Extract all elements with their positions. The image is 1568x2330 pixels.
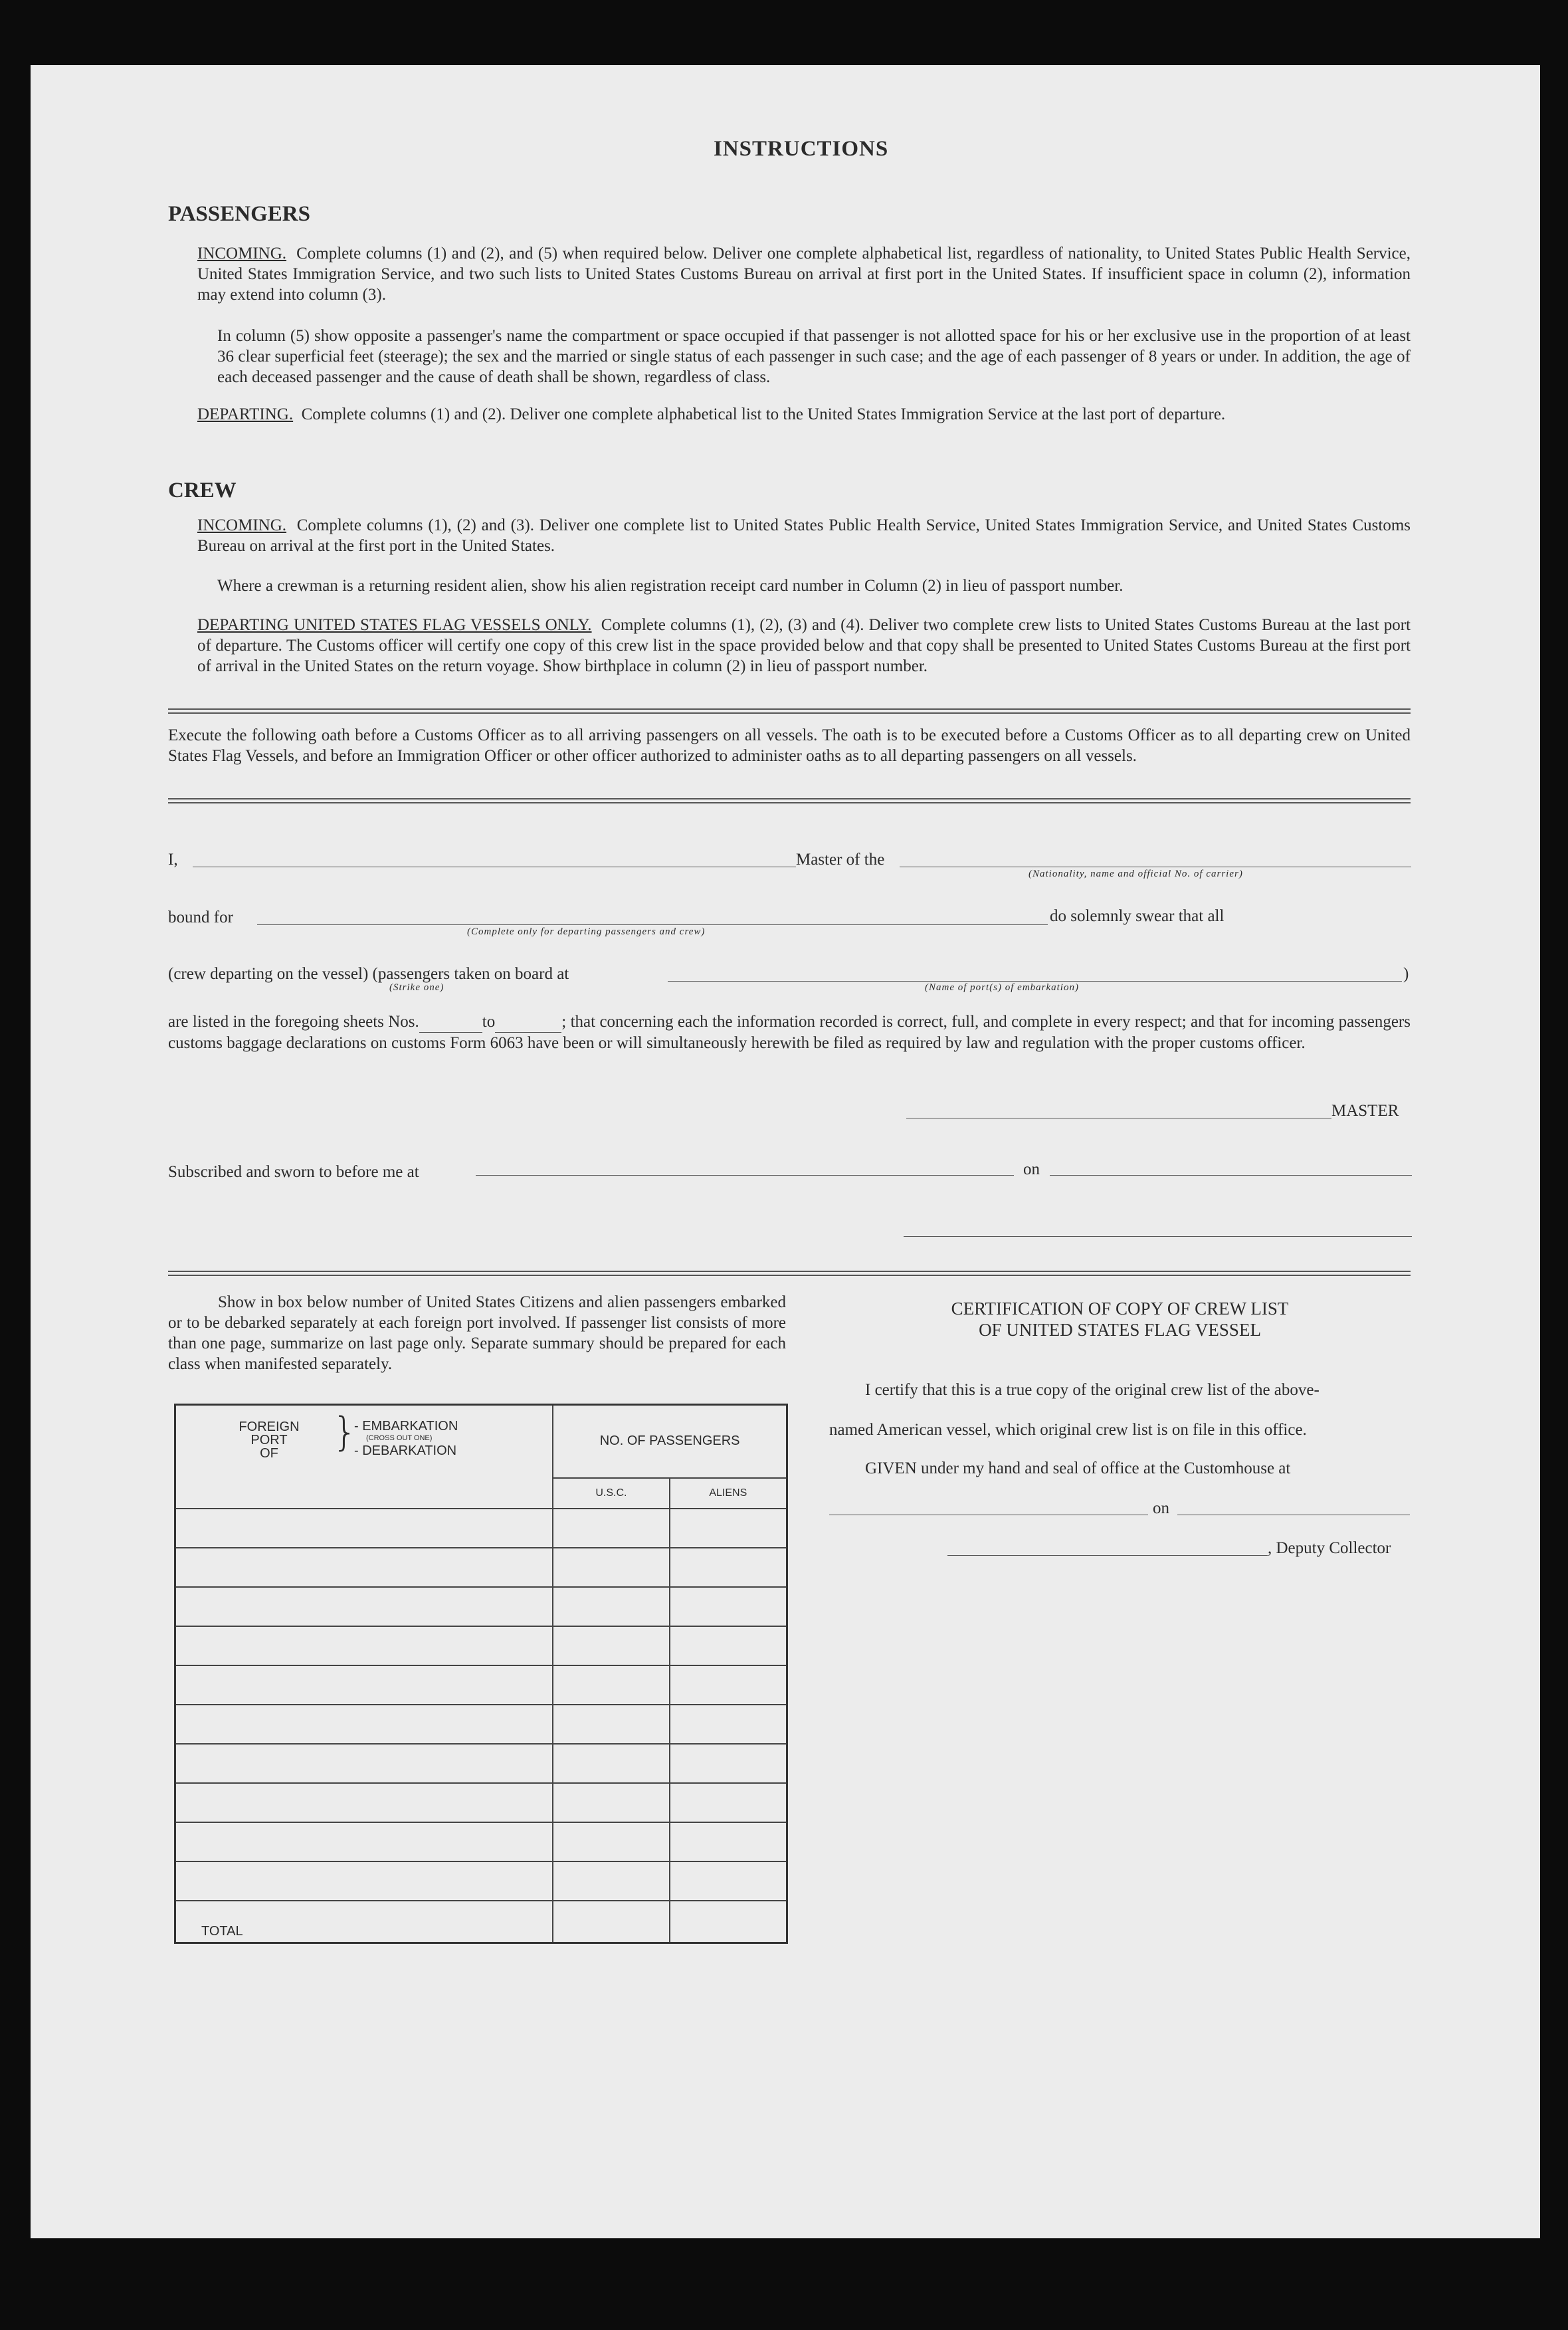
foreign-port-label <box>216 1420 322 1460</box>
table-row <box>175 1783 787 1822</box>
summary-instructions: Show in box below number of United States Citizens and alien passengers embarked or to be debarked separately at each foreign port involved. If passenger list consists of more than one page, summarize on last page only. Separate summary should be prepared for each class when manifested separately. <box>168 1293 786 1373</box>
passengers-departing-paragraph <box>197 404 1411 425</box>
certify-line-2: named American vessel, which original crew list is on file in this office. <box>829 1421 1307 1439</box>
crew-incoming-label: INCOMING. <box>197 516 287 534</box>
port-label: PORT <box>250 1433 288 1447</box>
usc-cell[interactable] <box>553 1744 669 1783</box>
certification-on-label: on <box>1153 1499 1169 1517</box>
divider <box>168 798 1411 803</box>
listed-paragraph <box>168 1011 1411 1053</box>
crew-departing-paragraph <box>197 615 1411 677</box>
embarkation-ports-field[interactable] <box>668 981 1402 982</box>
usc-cell[interactable] <box>553 1626 669 1665</box>
foreign-label: FOREIGN <box>239 1420 300 1434</box>
aliens-cell[interactable] <box>670 1744 787 1783</box>
ports-caption: (Name of port(s) of embarkation) <box>925 982 1079 993</box>
port-cell[interactable] <box>175 1509 553 1548</box>
passengers-column5-paragraph: In column (5) show opposite a passenger's name the compartment or space occupied if that passenger is not allotted space for his or her exclusive use in the proportion of at least 36 clear superficial feet (steerage); the sex and the married or single status of each passenger in such case; and the age of each passenger of 8 years or under. In addition, the age of each deceased passenger and the cause of death shall be shown, regardless of class. <box>217 327 1411 386</box>
table-row <box>175 1548 787 1587</box>
crew-resident-paragraph: Where a crewman is a returning resident alien, show his alien registration receipt card number in Column (2) in lieu of passport number. <box>217 577 1124 595</box>
sheet-from-field[interactable] <box>419 1011 482 1033</box>
passengers-departing-text: Complete columns (1) and (2). Deliver one complete alphabetical list to the United States Immigration Service at the last port of departure. <box>301 405 1226 423</box>
port-cell[interactable] <box>175 1548 553 1587</box>
listed-text-b: ; that concerning each the information recorded is correct, full, and complete in every respect; and that for incoming passengers customs baggage declarations on customs Form 6063 have been or will simultaneously herewith be filed as required by law and regulation with the proper customs officer. <box>168 1013 1411 1052</box>
sheet-to-field[interactable] <box>495 1011 561 1033</box>
close-paren: ) <box>1403 965 1409 983</box>
passengers-incoming-label: INCOMING. <box>197 245 287 263</box>
passengers-incoming-text: Complete columns (1) and (2), and (5) when required below. Deliver one complete alphabetical list, regardless of nationality, to United States Public Health Service, United States Immigration Service, and two such lists to United States Customs Bureau on arrival at first port in the United States. If insufficient space in column (2), information may extend into column (3). <box>197 245 1411 304</box>
passengers-departing-label: DEPARTING. <box>197 405 294 423</box>
port-header-cell <box>175 1405 553 1509</box>
port-cell[interactable] <box>175 1783 553 1822</box>
table-row <box>175 1587 787 1626</box>
table-row <box>175 1822 787 1861</box>
oath-i-label: I, <box>168 851 178 869</box>
listed-to: to <box>482 1013 496 1031</box>
deputy-signature-field[interactable] <box>947 1555 1268 1556</box>
crew-departing-strike: (crew departing on the vessel) (passengers taken on board at <box>168 965 569 983</box>
table-row <box>175 1626 787 1665</box>
total-label: TOTAL <box>175 1901 553 1943</box>
page-title: INSTRUCTIONS <box>714 137 889 161</box>
bound-for-label: bound for <box>168 908 233 926</box>
brace-icon: } <box>332 1409 358 1455</box>
aliens-cell[interactable] <box>670 1861 787 1901</box>
aliens-cell[interactable] <box>670 1509 787 1548</box>
total-row <box>175 1901 787 1943</box>
sworn-date-field[interactable] <box>1050 1175 1412 1176</box>
certification-title-line-1: CERTIFICATION OF COPY OF CREW LIST <box>951 1299 1289 1319</box>
aliens-cell[interactable] <box>670 1705 787 1744</box>
certify-line-1: I certify that this is a true copy of the original crew list of the above- <box>865 1381 1320 1399</box>
solemnly-swear-label: do solemnly swear that all <box>1050 907 1225 925</box>
strike-one-caption: (Strike one) <box>389 982 444 993</box>
port-cell[interactable] <box>175 1705 553 1744</box>
aliens-total-cell[interactable] <box>670 1901 787 1943</box>
aliens-cell[interactable] <box>670 1548 787 1587</box>
passengers-incoming-paragraph <box>197 243 1411 305</box>
deputy-collector-label: , Deputy Collector <box>1268 1539 1391 1557</box>
given-text: GIVEN under my hand and seal of office at the Customhouse at <box>865 1459 1291 1477</box>
usc-cell[interactable] <box>553 1587 669 1626</box>
embarkation-label: - EMBARKATION <box>354 1419 458 1433</box>
aliens-cell[interactable] <box>670 1665 787 1705</box>
aliens-cell[interactable] <box>670 1783 787 1822</box>
aliens-cell[interactable] <box>670 1626 787 1665</box>
master-of-the-label: Master of the <box>796 851 885 869</box>
subscribed-label: Subscribed and sworn to before me at <box>168 1163 419 1181</box>
debarkation-label: - DEBARKATION <box>354 1443 457 1458</box>
bound-for-field[interactable] <box>257 924 1048 925</box>
crew-heading: CREW <box>168 478 237 502</box>
of-label: OF <box>260 1446 278 1461</box>
divider <box>168 708 1411 714</box>
usc-cell[interactable] <box>553 1861 669 1901</box>
table-row <box>175 1861 787 1901</box>
sworn-on-label: on <box>1023 1160 1040 1178</box>
usc-cell[interactable] <box>553 1783 669 1822</box>
port-cell[interactable] <box>175 1744 553 1783</box>
departing-caption: (Complete only for departing passengers and crew) <box>467 926 706 937</box>
usc-cell[interactable] <box>553 1665 669 1705</box>
port-cell[interactable] <box>175 1626 553 1665</box>
usc-cell[interactable] <box>553 1705 669 1744</box>
no-of-passengers-header: NO. OF PASSENGERS <box>553 1405 787 1478</box>
carrier-caption: (Nationality, name and official No. of carrier) <box>1029 869 1243 879</box>
certification-title <box>829 1298 1411 1340</box>
passengers-heading: PASSENGERS <box>168 202 310 226</box>
port-cell[interactable] <box>175 1861 553 1901</box>
crew-incoming-paragraph <box>197 515 1411 556</box>
crew-departing-label: DEPARTING UNITED STATES FLAG VESSELS ONLY. <box>197 616 592 634</box>
port-cell[interactable] <box>175 1587 553 1626</box>
usc-header: U.S.C. <box>553 1478 669 1509</box>
crew-departing-text: Complete columns (1), (2), (3) and (4). Deliver two complete crew lists to United States Customs Bureau at the last port of departure. The Customs officer will certify one copy of this crew list in the space provided below and that copy shall be presented to United States Customs Bureau at the first port of arrival in the United States on the return voyage. Show birthplace in column (2) in lieu of passport number. <box>197 616 1411 675</box>
crew-incoming-text: Complete columns (1), (2) and (3). Deliver one complete list to United States Public Health Service, United States Immigration Service, and United States Customs Bureau on arrival at the first port in the United States. <box>197 516 1411 555</box>
table-row <box>175 1744 787 1783</box>
master-label: MASTER <box>1331 1102 1399 1120</box>
divider <box>168 1271 1411 1276</box>
port-cell[interactable] <box>175 1665 553 1705</box>
table-row <box>175 1705 787 1744</box>
listed-text-a: are listed in the foregoing sheets Nos. <box>168 1013 419 1031</box>
aliens-cell[interactable] <box>670 1587 787 1626</box>
aliens-header: ALIENS <box>670 1478 787 1509</box>
oath-intro: Execute the following oath before a Customs Officer as to all arriving passengers on all vessels. The oath is to be executed before a Customs Officer as to all departing crew on United States Flag Vessels, and before an Immigration Officer or other officer authorized to administer oaths as to all departing passengers on all vessels. <box>168 726 1411 765</box>
sworn-place-field[interactable] <box>476 1175 1014 1176</box>
usc-cell[interactable] <box>553 1822 669 1861</box>
usc-cell[interactable] <box>553 1548 669 1587</box>
usc-cell[interactable] <box>553 1509 669 1548</box>
table-row <box>175 1665 787 1705</box>
cross-out-label: (CROSS OUT ONE) <box>366 1434 433 1442</box>
port-cell[interactable] <box>175 1822 553 1861</box>
usc-total-cell[interactable] <box>553 1901 669 1943</box>
aliens-cell[interactable] <box>670 1822 787 1861</box>
table-row <box>175 1509 787 1548</box>
passenger-summary-table <box>174 1404 788 1944</box>
officer-signature-field[interactable] <box>904 1236 1412 1237</box>
certification-title-line-2: OF UNITED STATES FLAG VESSEL <box>979 1320 1261 1340</box>
